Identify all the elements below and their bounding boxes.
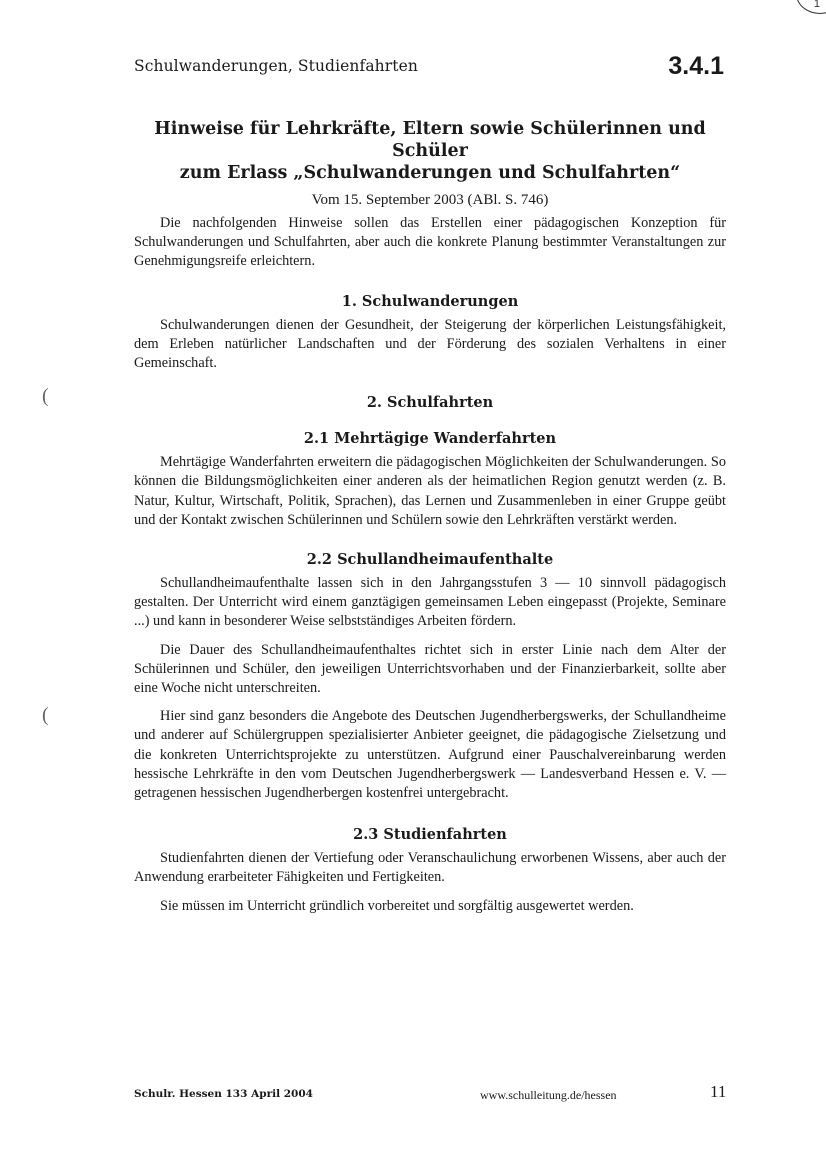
paragraph: Schullandheimaufenthalte lassen sich in den Jahrgangsstufen 3 — 10 sinnvoll pädagogisch gestalten. Der Unterricht wird einem ganztägigen gemeinsamen Leben eingepasst (Projekte, Seminare ...) und kann in besonderer Weise selbstständiges Arbeiten fördern. [134,575,726,630]
running-head: Schulwanderungen, Studienfahrten [134,57,418,75]
section-heading-2-2: 2.2 Schullandheimaufenthalte [306,551,554,569]
margin-mark: ( [42,385,49,407]
footer-source: Schulr. Hessen 133 April 2004 [134,1088,313,1100]
page-number: 11 [710,1082,727,1101]
title-line-2: zum Erlass „Schulwanderungen und Schulfahrten“ [179,163,681,183]
corner-circle-annotation [796,0,826,14]
section-heading-2: 2. Schulfahrten [366,394,494,412]
paragraph: Sie müssen im Unterricht gründlich vorbereitet und sorgfältig ausgewertet werden. [160,897,634,914]
section-heading-1: 1. Schulwanderungen [341,292,519,310]
section-heading-2-1: 2.1 Mehrtägige Wanderfahrten [303,430,557,448]
corner-annotation-number: 1 [813,0,820,10]
section-number: 3.4.1 [668,52,724,80]
document-title [134,118,726,184]
paragraph: Hier sind ganz besonders die Angebote des Deutschen Jugendherbergswerks, der Schullandheime und anderer auf Schülergruppen spezialisierter Anbieter geeignet, die pädagogische Zielsetzung und die konkreten Unterrichtsprojekte zu unterstützen. Aufgrund einer Pauschalvereinbarung werden hessische Lehrkräfte in den vom Deutschen Jugendherbergswerk — Landesverband Hessen e. V. — getragenen hessischen Jugendherbergen kostenfrei untergebracht. [134,708,726,802]
section-heading-2-3: 2.3 Studienfahrten [353,826,507,844]
paragraph: Die Dauer des Schullandheimaufenthaltes richtet sich in erster Linie nach dem Alter der Schülerinnen und Schüler, den jeweiligen Unterrichtsvorhaben und der Finanzierbarkeit, sollte aber eine Woche nicht unterschreiten. [134,641,726,697]
paragraph: Mehrtägige Wanderfahrten erweitern die pädagogischen Möglichkeiten der Schulwanderungen. So können die Bildungsmöglichkeiten einer anderen als der heimatlichen Region genutzt werden (z. B. Natur, Kultur, Wirtschaft, Politik, Sprachen), das Lernen und Zusammenleben in einer Gruppe geübt und der Kontakt zwischen Schülerinnen und Schülern sowie den Lehrkräften verstärkt werden. [134,454,726,528]
intro-paragraph: Die nachfolgenden Hinweise sollen das Erstellen einer pädagogischen Konzeption für Schulwanderungen und Schulfahrten, aber auch die konkrete Planung bestimmter Veranstaltungen zur Genehmigungsreife erleichtern. [134,215,726,270]
date-line: Vom 15. September 2003 (ABl. S. 746) [311,192,549,208]
paragraph: Studienfahrten dienen der Vertiefung oder Veranschaulichung erworbenen Wissens, aber auch der Anwendung erarbeiteter Fähigkeiten und Fertigkeiten. [134,850,726,886]
paragraph: Schulwanderungen dienen der Gesundheit, der Steigerung der körperlichen Leistungsfähigkeit, dem Erleben natürlicher Landschaften und der Förderung des sozialen Verhaltens in einer Gemeinschaft. [134,316,726,372]
footer-url: www.schulleitung.de/hessen [480,1088,617,1102]
title-line-1: Hinweise für Lehrkräfte, Eltern sowie Schülerinnen und Schüler [154,119,706,161]
margin-mark: ( [42,704,49,726]
body-column [134,118,726,916]
